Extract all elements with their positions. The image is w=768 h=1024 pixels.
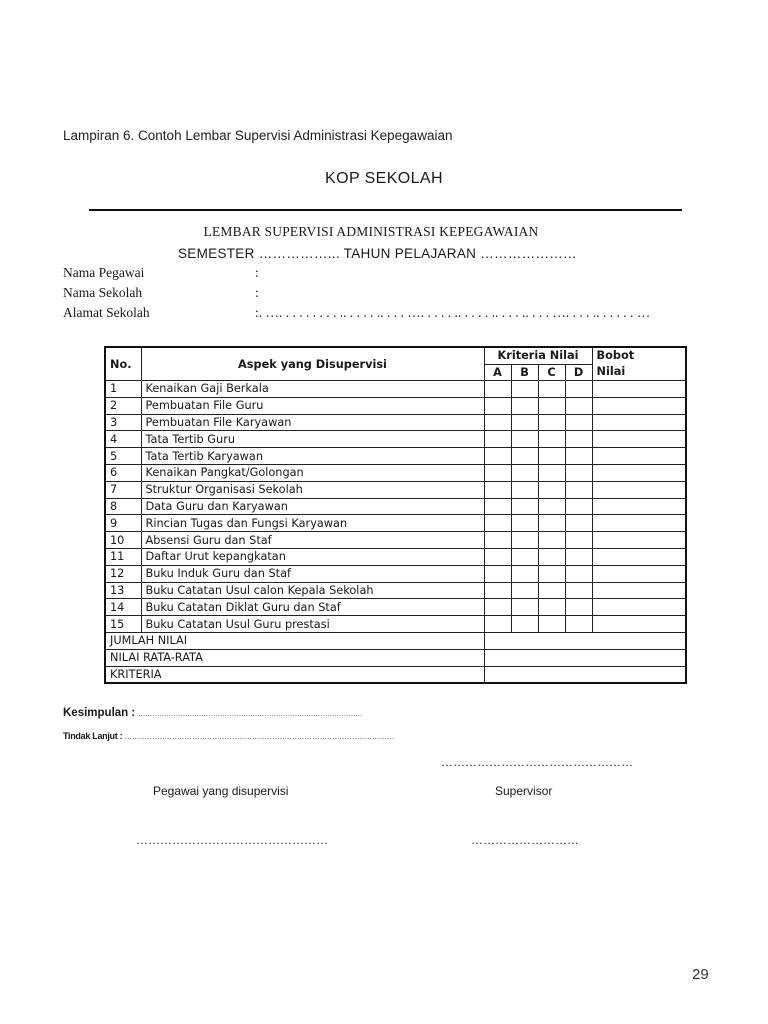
- summary-label: JUMLAH NILAI: [105, 632, 484, 649]
- school-name-value: :: [255, 285, 259, 300]
- score-cell-a[interactable]: [484, 414, 511, 431]
- score-cell-d[interactable]: [565, 532, 592, 549]
- score-cell-b[interactable]: [511, 448, 538, 465]
- score-cell-d[interactable]: [565, 414, 592, 431]
- supervision-table: [104, 346, 687, 684]
- table-row: [105, 481, 686, 498]
- row-aspect: Buku Catatan Diklat Guru dan Staf: [141, 599, 484, 616]
- score-cell-b[interactable]: [511, 599, 538, 616]
- score-cell-d[interactable]: [565, 565, 592, 582]
- letterhead-divider: [89, 209, 682, 211]
- header-criteria-c: C: [538, 364, 565, 381]
- score-cell-c[interactable]: [538, 414, 565, 431]
- row-aspect: Pembuatan File Karyawan: [141, 414, 484, 431]
- score-cell-b[interactable]: [511, 548, 538, 565]
- table-row: [105, 515, 686, 532]
- criteria-row: [105, 666, 686, 683]
- bobot-cell[interactable]: [592, 616, 686, 633]
- row-number: 9: [105, 515, 141, 532]
- table-row: [105, 464, 686, 481]
- score-cell-a[interactable]: [484, 448, 511, 465]
- bobot-cell[interactable]: [592, 448, 686, 465]
- score-cell-b[interactable]: [511, 397, 538, 414]
- table-row: [105, 582, 686, 599]
- total-score-row: [105, 632, 686, 649]
- table-row: [105, 397, 686, 414]
- header-criteria-d: D: [565, 364, 592, 381]
- score-cell-c[interactable]: [538, 464, 565, 481]
- row-number: 4: [105, 431, 141, 448]
- school-letterhead-title: KOP SEKOLAH: [325, 170, 443, 187]
- row-aspect: Daftar Urut kepangkatan: [141, 548, 484, 565]
- table-row: [105, 532, 686, 549]
- bobot-cell[interactable]: [592, 414, 686, 431]
- row-number: 12: [105, 565, 141, 582]
- table-row: [105, 565, 686, 582]
- row-number: 15: [105, 616, 141, 633]
- header-criteria: Kriteria Nilai: [484, 347, 592, 364]
- score-cell-a[interactable]: [484, 498, 511, 515]
- appendix-caption: Lampiran 6. Contoh Lembar Supervisi Administrasi Kepegawaian: [63, 128, 453, 143]
- employee-name-label: Nama Pegawai: [63, 265, 145, 280]
- school-address-value: :. …. . . . . . . . . .. . . . . .. . . . …. . . . . .. . . . . .. . . . .. . . . …. . . . .. . . . . . …: [255, 305, 651, 320]
- bobot-cell[interactable]: [592, 431, 686, 448]
- table-row: [105, 381, 686, 398]
- bobot-cell[interactable]: [592, 397, 686, 414]
- row-aspect: Buku Catatan Usul calon Kepala Sekolah: [141, 582, 484, 599]
- follow-up-fill-line[interactable]: ………………………………………………………………………………………………: [124, 732, 395, 741]
- bobot-cell[interactable]: [592, 515, 686, 532]
- bobot-cell[interactable]: [592, 565, 686, 582]
- follow-up-label: Tindak Lanjut :: [63, 731, 123, 741]
- score-cell-a[interactable]: [484, 548, 511, 565]
- score-cell-a[interactable]: [484, 532, 511, 549]
- row-aspect: Kenaikan Gaji Berkala: [141, 381, 484, 398]
- summary-label: NILAI RATA-RATA: [105, 649, 484, 666]
- score-cell-d[interactable]: [565, 548, 592, 565]
- bobot-cell[interactable]: [592, 582, 686, 599]
- supervisor-signature-line[interactable]: ………………………: [471, 833, 579, 847]
- header-bobot-line1: Bobot: [596, 349, 635, 362]
- score-cell-a[interactable]: [484, 397, 511, 414]
- score-cell-b[interactable]: [511, 616, 538, 633]
- score-cell-b[interactable]: [511, 381, 538, 398]
- score-cell-b[interactable]: [511, 481, 538, 498]
- score-cell-a[interactable]: [484, 515, 511, 532]
- bobot-cell[interactable]: [592, 599, 686, 616]
- score-cell-d[interactable]: [565, 515, 592, 532]
- row-number: 14: [105, 599, 141, 616]
- score-cell-b[interactable]: [511, 582, 538, 599]
- score-cell-a[interactable]: [484, 381, 511, 398]
- score-cell-c[interactable]: [538, 616, 565, 633]
- row-number: 2: [105, 397, 141, 414]
- bobot-cell[interactable]: [592, 464, 686, 481]
- score-cell-d[interactable]: [565, 397, 592, 414]
- bobot-cell[interactable]: [592, 498, 686, 515]
- score-cell-a[interactable]: [484, 582, 511, 599]
- row-aspect: Tata Tertib Karyawan: [141, 448, 484, 465]
- score-cell-b[interactable]: [511, 431, 538, 448]
- score-cell-d[interactable]: [565, 481, 592, 498]
- score-cell-d[interactable]: [565, 498, 592, 515]
- table-row: [105, 599, 686, 616]
- score-cell-b[interactable]: [511, 414, 538, 431]
- summary-label: KRITERIA: [105, 666, 484, 683]
- score-cell-a[interactable]: [484, 616, 511, 633]
- score-cell-a[interactable]: [484, 599, 511, 616]
- place-date-line[interactable]: …………………………………………: [441, 755, 633, 769]
- row-aspect: Pembuatan File Guru: [141, 397, 484, 414]
- row-number: 1: [105, 381, 141, 398]
- header-aspect: Aspek yang Disupervisi: [141, 347, 484, 381]
- row-number: 13: [105, 582, 141, 599]
- average-score-row: [105, 649, 686, 666]
- row-number: 10: [105, 532, 141, 549]
- row-aspect: Kenaikan Pangkat/Golongan: [141, 464, 484, 481]
- score-cell-a[interactable]: [484, 565, 511, 582]
- score-cell-d[interactable]: [565, 599, 592, 616]
- semester-line: SEMESTER ……………... TAHUN PELAJARAN …………………: [178, 246, 577, 261]
- bobot-cell[interactable]: [592, 481, 686, 498]
- follow-up-line: [63, 731, 395, 741]
- school-address-label: Alamat Sekolah: [63, 305, 150, 320]
- row-aspect: Struktur Organisasi Sekolah: [141, 481, 484, 498]
- table-row: [105, 616, 686, 633]
- score-cell-c[interactable]: [538, 397, 565, 414]
- table-row: [105, 498, 686, 515]
- supervisee-signature-line[interactable]: …………………………………………: [136, 833, 328, 847]
- bobot-cell[interactable]: [592, 548, 686, 565]
- bobot-cell[interactable]: [592, 381, 686, 398]
- row-aspect: Data Guru dan Karyawan: [141, 498, 484, 515]
- score-cell-c[interactable]: [538, 515, 565, 532]
- row-number: 3: [105, 414, 141, 431]
- row-number: 8: [105, 498, 141, 515]
- summary-value-cell[interactable]: [484, 649, 686, 666]
- row-number: 11: [105, 548, 141, 565]
- score-cell-d[interactable]: [565, 431, 592, 448]
- table-row: [105, 548, 686, 565]
- row-aspect: Tata Tertib Guru: [141, 431, 484, 448]
- score-cell-a[interactable]: [484, 464, 511, 481]
- score-cell-d[interactable]: [565, 616, 592, 633]
- score-cell-b[interactable]: [511, 498, 538, 515]
- score-cell-b[interactable]: [511, 464, 538, 481]
- conclusion-line: [63, 707, 362, 719]
- score-cell-c[interactable]: [538, 582, 565, 599]
- school-name-label: Nama Sekolah: [63, 285, 143, 300]
- row-aspect: Absensi Guru dan Staf: [141, 532, 484, 549]
- header-no: No.: [105, 347, 141, 381]
- row-aspect: Rincian Tugas dan Fungsi Karyawan: [141, 515, 484, 532]
- score-cell-d[interactable]: [565, 582, 592, 599]
- row-aspect: Buku Induk Guru dan Staf: [141, 565, 484, 582]
- supervisee-signature-label: Pegawai yang disupervisi: [153, 784, 289, 798]
- supervisor-signature-label: Supervisor: [495, 784, 553, 798]
- score-cell-d[interactable]: [565, 448, 592, 465]
- score-cell-b[interactable]: [511, 532, 538, 549]
- table-row: [105, 414, 686, 431]
- score-cell-c[interactable]: [538, 565, 565, 582]
- score-cell-b[interactable]: [511, 565, 538, 582]
- score-cell-c[interactable]: [538, 532, 565, 549]
- score-cell-c[interactable]: [538, 599, 565, 616]
- bobot-cell[interactable]: [592, 532, 686, 549]
- score-cell-a[interactable]: [484, 431, 511, 448]
- conclusion-fill-line[interactable]: ……………………………………………………………………………………: [138, 711, 363, 718]
- score-cell-c[interactable]: [538, 448, 565, 465]
- row-number: 6: [105, 464, 141, 481]
- score-cell-c[interactable]: [538, 548, 565, 565]
- score-cell-d[interactable]: [565, 381, 592, 398]
- score-cell-c[interactable]: [538, 498, 565, 515]
- header-bobot-line2: Nilai: [596, 365, 626, 378]
- row-number: 7: [105, 481, 141, 498]
- conclusion-label: Kesimpulan :: [63, 707, 136, 719]
- summary-value-cell[interactable]: [484, 666, 686, 683]
- table-row: [105, 431, 686, 448]
- row-aspect: Buku Catatan Usul Guru prestasi: [141, 616, 484, 633]
- score-cell-c[interactable]: [538, 431, 565, 448]
- score-cell-c[interactable]: [538, 381, 565, 398]
- score-cell-a[interactable]: [484, 481, 511, 498]
- row-number: 5: [105, 448, 141, 465]
- summary-value-cell[interactable]: [484, 632, 686, 649]
- form-title: LEMBAR SUPERVISI ADMINISTRASI KEPEGAWAIAN: [203, 224, 539, 239]
- header-criteria-b: B: [511, 364, 538, 381]
- score-cell-d[interactable]: [565, 464, 592, 481]
- employee-name-value: :: [255, 265, 259, 280]
- score-cell-c[interactable]: [538, 481, 565, 498]
- score-cell-b[interactable]: [511, 515, 538, 532]
- page-number: 29: [692, 966, 709, 983]
- header-criteria-a: A: [484, 364, 511, 381]
- header-bobot: [592, 347, 686, 381]
- table-row: [105, 448, 686, 465]
